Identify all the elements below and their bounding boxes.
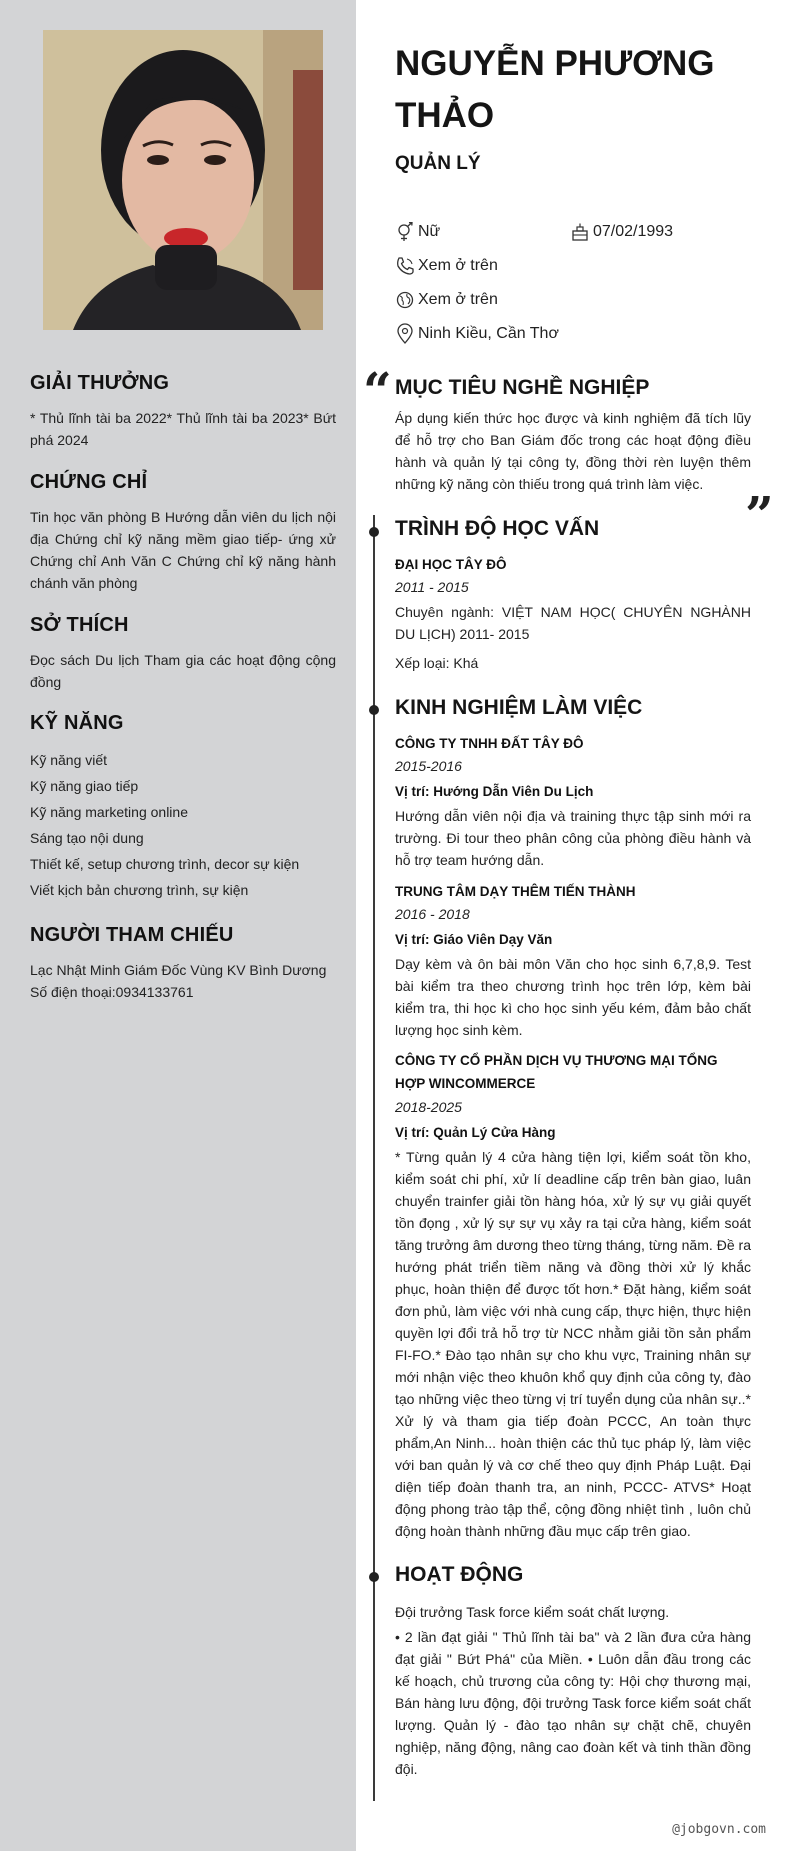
job-period: 2015-2016 bbox=[395, 758, 462, 774]
objective-text: Áp dụng kiến thức học được và kinh nghiệm đã tích lũy để hỗ trợ cho Ban Giám đốc trong các hoạt động điều hành và quản lý tại công ty, đồng thời rèn luyện thêm những kỹ năng còn thiếu trong quá trình làm việc. bbox=[395, 410, 751, 492]
job-position: Vị trí: Quản Lý Cửa Hàng bbox=[395, 1125, 556, 1140]
job-description: Hướng dẫn viên nội địa và training thực tập sinh mới ra trường. Đi tour theo phân công của phòng điều hành và hỗ trợ team hướng dẫn. bbox=[395, 808, 751, 868]
job-position: Vị trí: Giáo Viên Dạy Văn bbox=[395, 932, 553, 947]
awards-section bbox=[30, 372, 336, 451]
quote-open-icon: “ bbox=[363, 361, 392, 420]
job-company: CÔNG TY CỔ PHẦN DỊCH VỤ THƯƠNG MẠI TỔNG HỢP WINCOMMERCE bbox=[395, 1053, 718, 1091]
references-section bbox=[30, 924, 336, 1003]
skill-item: Kỹ năng viết bbox=[30, 752, 108, 768]
certificates-title: CHỨNG CHỈ bbox=[30, 471, 148, 493]
timeline-dot bbox=[369, 527, 379, 537]
skill-item: Kỹ năng giao tiếp bbox=[30, 778, 139, 794]
objective-title: MỤC TIÊU NGHỀ NGHIỆP bbox=[395, 376, 650, 399]
awards-title: GIẢI THƯỞNG bbox=[30, 372, 170, 394]
globe-icon bbox=[395, 290, 415, 310]
awards-text: * Thủ lĩnh tài ba 2022* Thủ lĩnh tài ba 2023* Bứt phá 2024 bbox=[30, 410, 336, 448]
gender-info bbox=[395, 221, 440, 243]
birthdate-value: 07/02/1993 bbox=[593, 223, 674, 240]
website-value: Xem ở trên bbox=[418, 291, 498, 308]
skill-item: Kỹ năng marketing online bbox=[30, 804, 188, 820]
job-company: TRUNG TÂM DẠY THÊM TIẾN THÀNH bbox=[395, 884, 636, 899]
job-period: 2016 - 2018 bbox=[395, 906, 470, 922]
timeline-dot bbox=[369, 1572, 379, 1582]
skills-section bbox=[30, 712, 336, 903]
activities-title: HOẠT ĐỘNG bbox=[395, 1563, 524, 1586]
job-period: 2018-2025 bbox=[395, 1099, 462, 1115]
education-period: 2011 - 2015 bbox=[395, 579, 469, 595]
gender-value: Nữ bbox=[418, 223, 441, 240]
birthdate-info bbox=[570, 221, 673, 243]
timeline-dot bbox=[369, 705, 379, 715]
hobbies-section bbox=[30, 614, 336, 693]
profile-photo bbox=[43, 30, 323, 330]
location-info bbox=[395, 323, 559, 345]
phone-value: Xem ở trên bbox=[418, 257, 498, 274]
job-company: CÔNG TY TNHH ĐẤT TÂY ĐÔ bbox=[395, 736, 584, 751]
education-title: TRÌNH ĐỘ HỌC VẤN bbox=[395, 517, 600, 540]
activities-line: Đội trưởng Task force kiểm soát chất lượng. bbox=[395, 1604, 670, 1620]
certificates-text: Tin học văn phòng B Hướng dẫn viên du lịch nội địa Chứng chỉ kỹ năng mềm giao tiếp- ứng xử Chứng chỉ Anh Văn C Chứng chỉ kỹ năng hành chánh văn phòng bbox=[30, 509, 336, 591]
skill-item: Thiết kế, setup chương trình, decor sự kiện bbox=[30, 856, 300, 872]
main-content bbox=[356, 0, 790, 1851]
calendar-icon bbox=[570, 222, 590, 242]
candidate-name: NGUYỄN PHƯƠNG THẢO bbox=[395, 44, 715, 135]
location-icon bbox=[395, 323, 415, 345]
phone-icon bbox=[395, 256, 415, 276]
activities-text: • 2 lần đạt giải " Thủ lĩnh tài ba" và 2 lần đưa cửa hàng đạt giải " Bứt Phá" của Miền. • Luôn dẫn đầu trong các kế hoạch, chủ trương của công ty: Hội chợ thương mại, Bán hàng lưu động, đội trưởng Task force kiểm soát chất lượng. Quản lý - đào tạo nhân sự chặt chẽ, chuyên nghiệp, năng động, nâng cao đoàn kết và tinh thần đồng đội. bbox=[395, 1629, 751, 1777]
hobbies-title: SỞ THÍCH bbox=[30, 614, 129, 636]
skills-title: KỸ NĂNG bbox=[30, 712, 124, 734]
job-description: Dạy kèm và ôn bài môn Văn cho học sinh 6,7,8,9. Test bài kiểm tra theo chương trình học trên lớp, kèm bài kiểm tra, thi học kì cho học sinh yếu kém, đảm bảo chất lượng học sinh kèm. bbox=[395, 956, 751, 1038]
reference-phone: Số điện thoại:0934133761 bbox=[30, 984, 194, 1000]
experience-title: KINH NGHIỆM LÀM VIỆC bbox=[395, 696, 643, 719]
education-major: Chuyên ngành: VIỆT NAM HỌC( CHUYÊN NGHÀNH DU LỊCH) 2011- 2015 bbox=[395, 604, 751, 642]
website-info bbox=[395, 289, 498, 311]
hobbies-text: Đọc sách Du lịch Tham gia các hoạt động cộng đồng bbox=[30, 652, 336, 690]
sidebar bbox=[0, 0, 356, 1851]
location-value: Ninh Kiều, Cần Thơ bbox=[418, 325, 559, 342]
references-title: NGƯỜI THAM CHIẾU bbox=[30, 924, 234, 946]
reference-name: Lạc Nhật Minh Giám Đốc Vùng KV Bình Dương bbox=[30, 962, 327, 978]
education-grade: Xếp loại: Khá bbox=[395, 655, 479, 671]
phone-info bbox=[395, 255, 498, 277]
skill-item: Sáng tạo nội dung bbox=[30, 830, 144, 846]
skill-item: Viết kịch bản chương trình, sự kiện bbox=[30, 882, 249, 898]
job-description: * Từng quản lý 4 cửa hàng tiện lợi, kiểm soát tồn kho, kiểm soát chi phí, xử lí deadline cấp trên bàn giao, luân chuyển trainfer giải tồn hàng hóa, xử lý sự vụ giải quyết tồn đọng , xử lý sự sự vụ xảy ra tại cửa hàng, kiểm soát tăng trưởng âm dương theo từng tháng, từng năm. Đề ra hướng phát triển tiềm năng và đồng thời xử lý khắc phục, hoàn thiện để được tốt hơn.* Đặt hàng, kiểm soát đơn phủ, làm việc với nhà cung cấp, thực hiện, thực hiện quyền lợi đổi trả hỗ trợ từ NCC nhằm giải tồn sản phẩm FI-FO.* Đào tạo nhân sự cho khu vực, Training nhân sự mới nhận việc theo khuôn khổ quy định của công ty, đào tạo những việc theo từng vị trí tuyển dụng của nhân sự..* Xử lý và tham gia tiếp đoàn PCCC, An toàn thực phẩm,An Ninh... hoàn thiện các thủ tục pháp lý, làm việc với ban quản lý và cơ chế theo quy định Pháp Luật. Đại diện tiếp đoàn thanh tra, an ninh, PCCC- ATVS* Hoạt động phong trào tập thể, cộng đồng nhiệt tình , luôn chủ động hoàn thành những đầu mục cấp trên giao. bbox=[395, 1149, 751, 1539]
job-position: Vị trí: Hướng Dẫn Viên Du Lịch bbox=[395, 784, 594, 799]
candidate-role: QUẢN LÝ bbox=[395, 153, 481, 174]
gender-icon bbox=[395, 222, 415, 242]
certificates-section bbox=[30, 471, 336, 594]
footer-watermark: @jobgovn.com bbox=[672, 1822, 766, 1837]
education-school: ĐẠI HỌC TÂY ĐÔ bbox=[395, 557, 507, 572]
quote-close-icon: ” bbox=[745, 485, 774, 544]
